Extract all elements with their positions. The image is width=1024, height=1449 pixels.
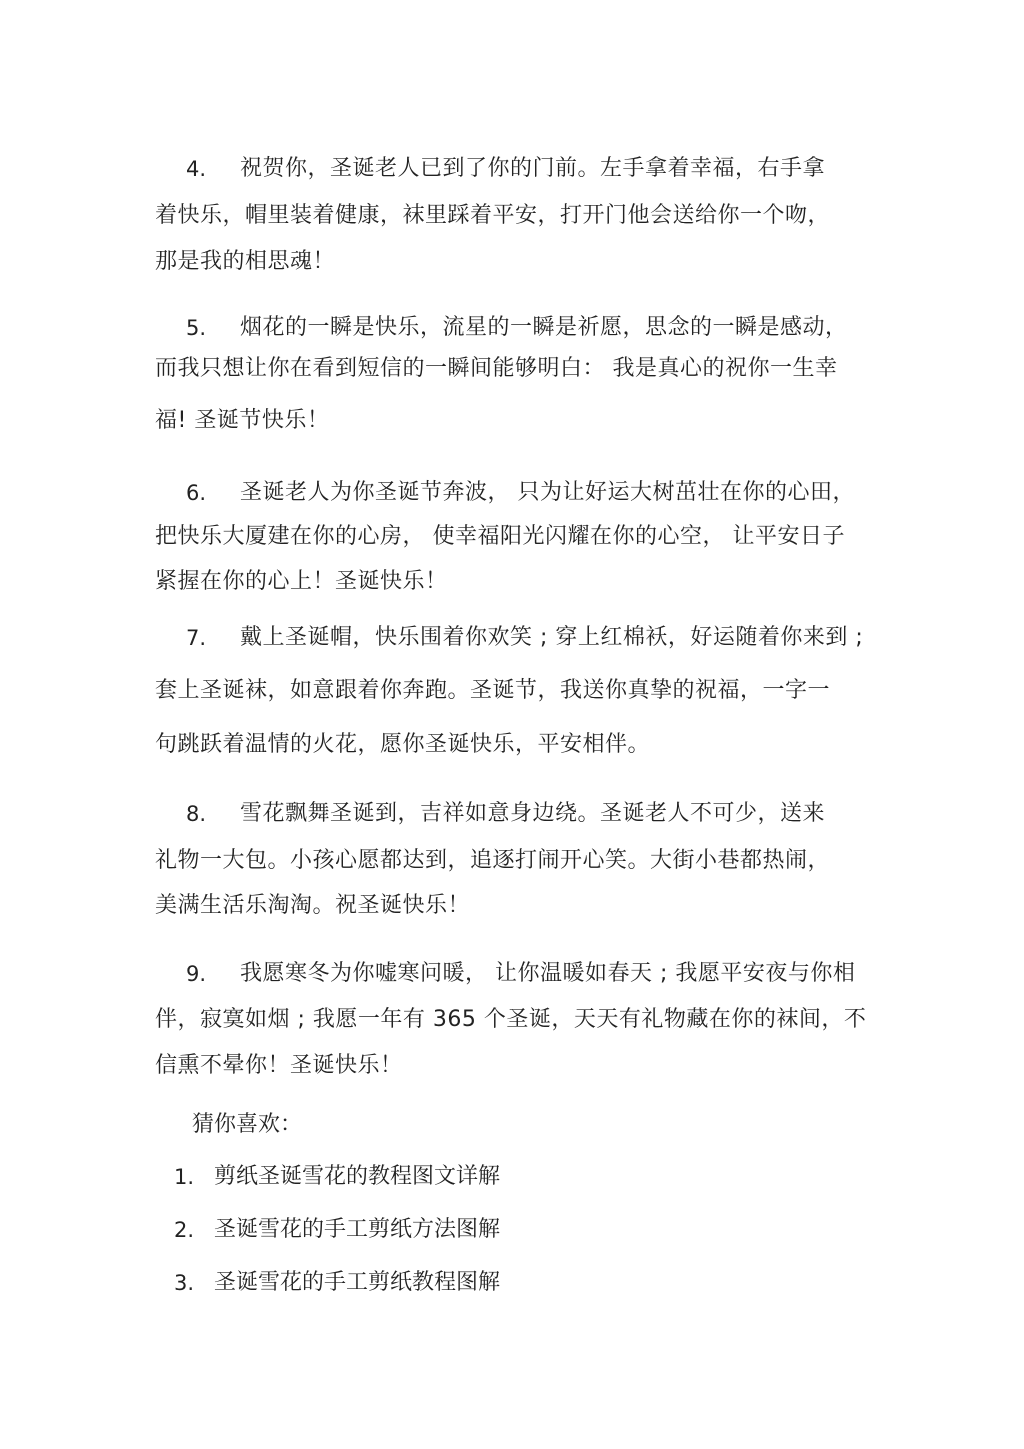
paragraph-line: 着快乐，帽里装着健康，袜里踩着平安，打开门他会送给你一个吻，: [155, 203, 831, 228]
paragraph-number: 9.: [186, 962, 207, 986]
paragraph-number: 6.: [186, 481, 207, 505]
paragraph-number: 4.: [186, 157, 207, 181]
recommend-heading: 猜你喜欢：: [192, 1112, 303, 1137]
paragraph-line: 烟花的一瞬是快乐，流星的一瞬是祈愿，思念的一瞬是感动，: [240, 315, 848, 340]
paragraph-line: 圣诞老人为你圣诞节奔波， 只为让好运大树茁壮在你的心田，: [240, 480, 855, 505]
paragraph-number: 8.: [186, 802, 207, 826]
paragraph-line: 礼物一大包。小孩心愿都达到，追逐打闹开心笑。大街小巷都热闹，: [155, 848, 831, 873]
recommend-item-link[interactable]: 圣诞雪花的手工剪纸方法图解: [214, 1217, 501, 1242]
paragraph-line: 伴，寂寞如烟 ; 我愿一年有 365 个圣诞，天天有礼物藏在你的袜间，不: [155, 1007, 867, 1032]
recommend-item-number: 1.: [174, 1165, 195, 1189]
paragraph-line: 把快乐大厦建在你的心房， 使幸福阳光闪耀在你的心空， 让平安日子: [155, 524, 845, 549]
paragraph-line: 福! 圣诞节快乐！: [155, 408, 330, 433]
paragraph-line: 祝贺你，圣诞老人已到了你的门前。左手拿着幸福，右手拿: [240, 156, 826, 181]
recommend-item-number: 3.: [174, 1271, 195, 1295]
recommend-item-link[interactable]: 圣诞雪花的手工剪纸教程图解: [214, 1270, 501, 1295]
paragraph-line: 雪花飘舞圣诞到，吉祥如意身边绕。圣诞老人不可少，送来: [240, 801, 826, 826]
paragraph-line: 信熏不晕你！圣诞快乐！: [155, 1053, 403, 1078]
recommend-item-number: 2.: [174, 1218, 195, 1242]
paragraph-line: 戴上圣诞帽，快乐围着你欢笑 ; 穿上红棉袄，好运随着你来到 ;: [240, 625, 864, 650]
paragraph-line: 而我只想让你在看到短信的一瞬间能够明白： 我是真心的祝你一生幸: [155, 356, 838, 381]
paragraph-line: 美满生活乐淘淘。祝圣诞快乐！: [155, 893, 471, 918]
recommend-item-link[interactable]: 剪纸圣诞雪花的教程图文详解: [214, 1164, 501, 1189]
paragraph-line: 我愿寒冬为你嘘寒问暖， 让你温暖如春天 ; 我愿平安夜与你相: [240, 961, 856, 986]
paragraph-line: 那是我的相思魂！: [155, 249, 336, 274]
paragraph-line: 套上圣诞袜，如意跟着你奔跑。圣诞节，我送你真挚的祝福，一字一: [155, 678, 831, 703]
paragraph-number: 7.: [186, 626, 207, 650]
paragraph-number: 5.: [186, 316, 207, 340]
paragraph-line: 紧握在你的心上！圣诞快乐！: [155, 569, 448, 594]
paragraph-line: 句跳跃着温情的火花，愿你圣诞快乐，平安相伴。: [155, 732, 651, 757]
